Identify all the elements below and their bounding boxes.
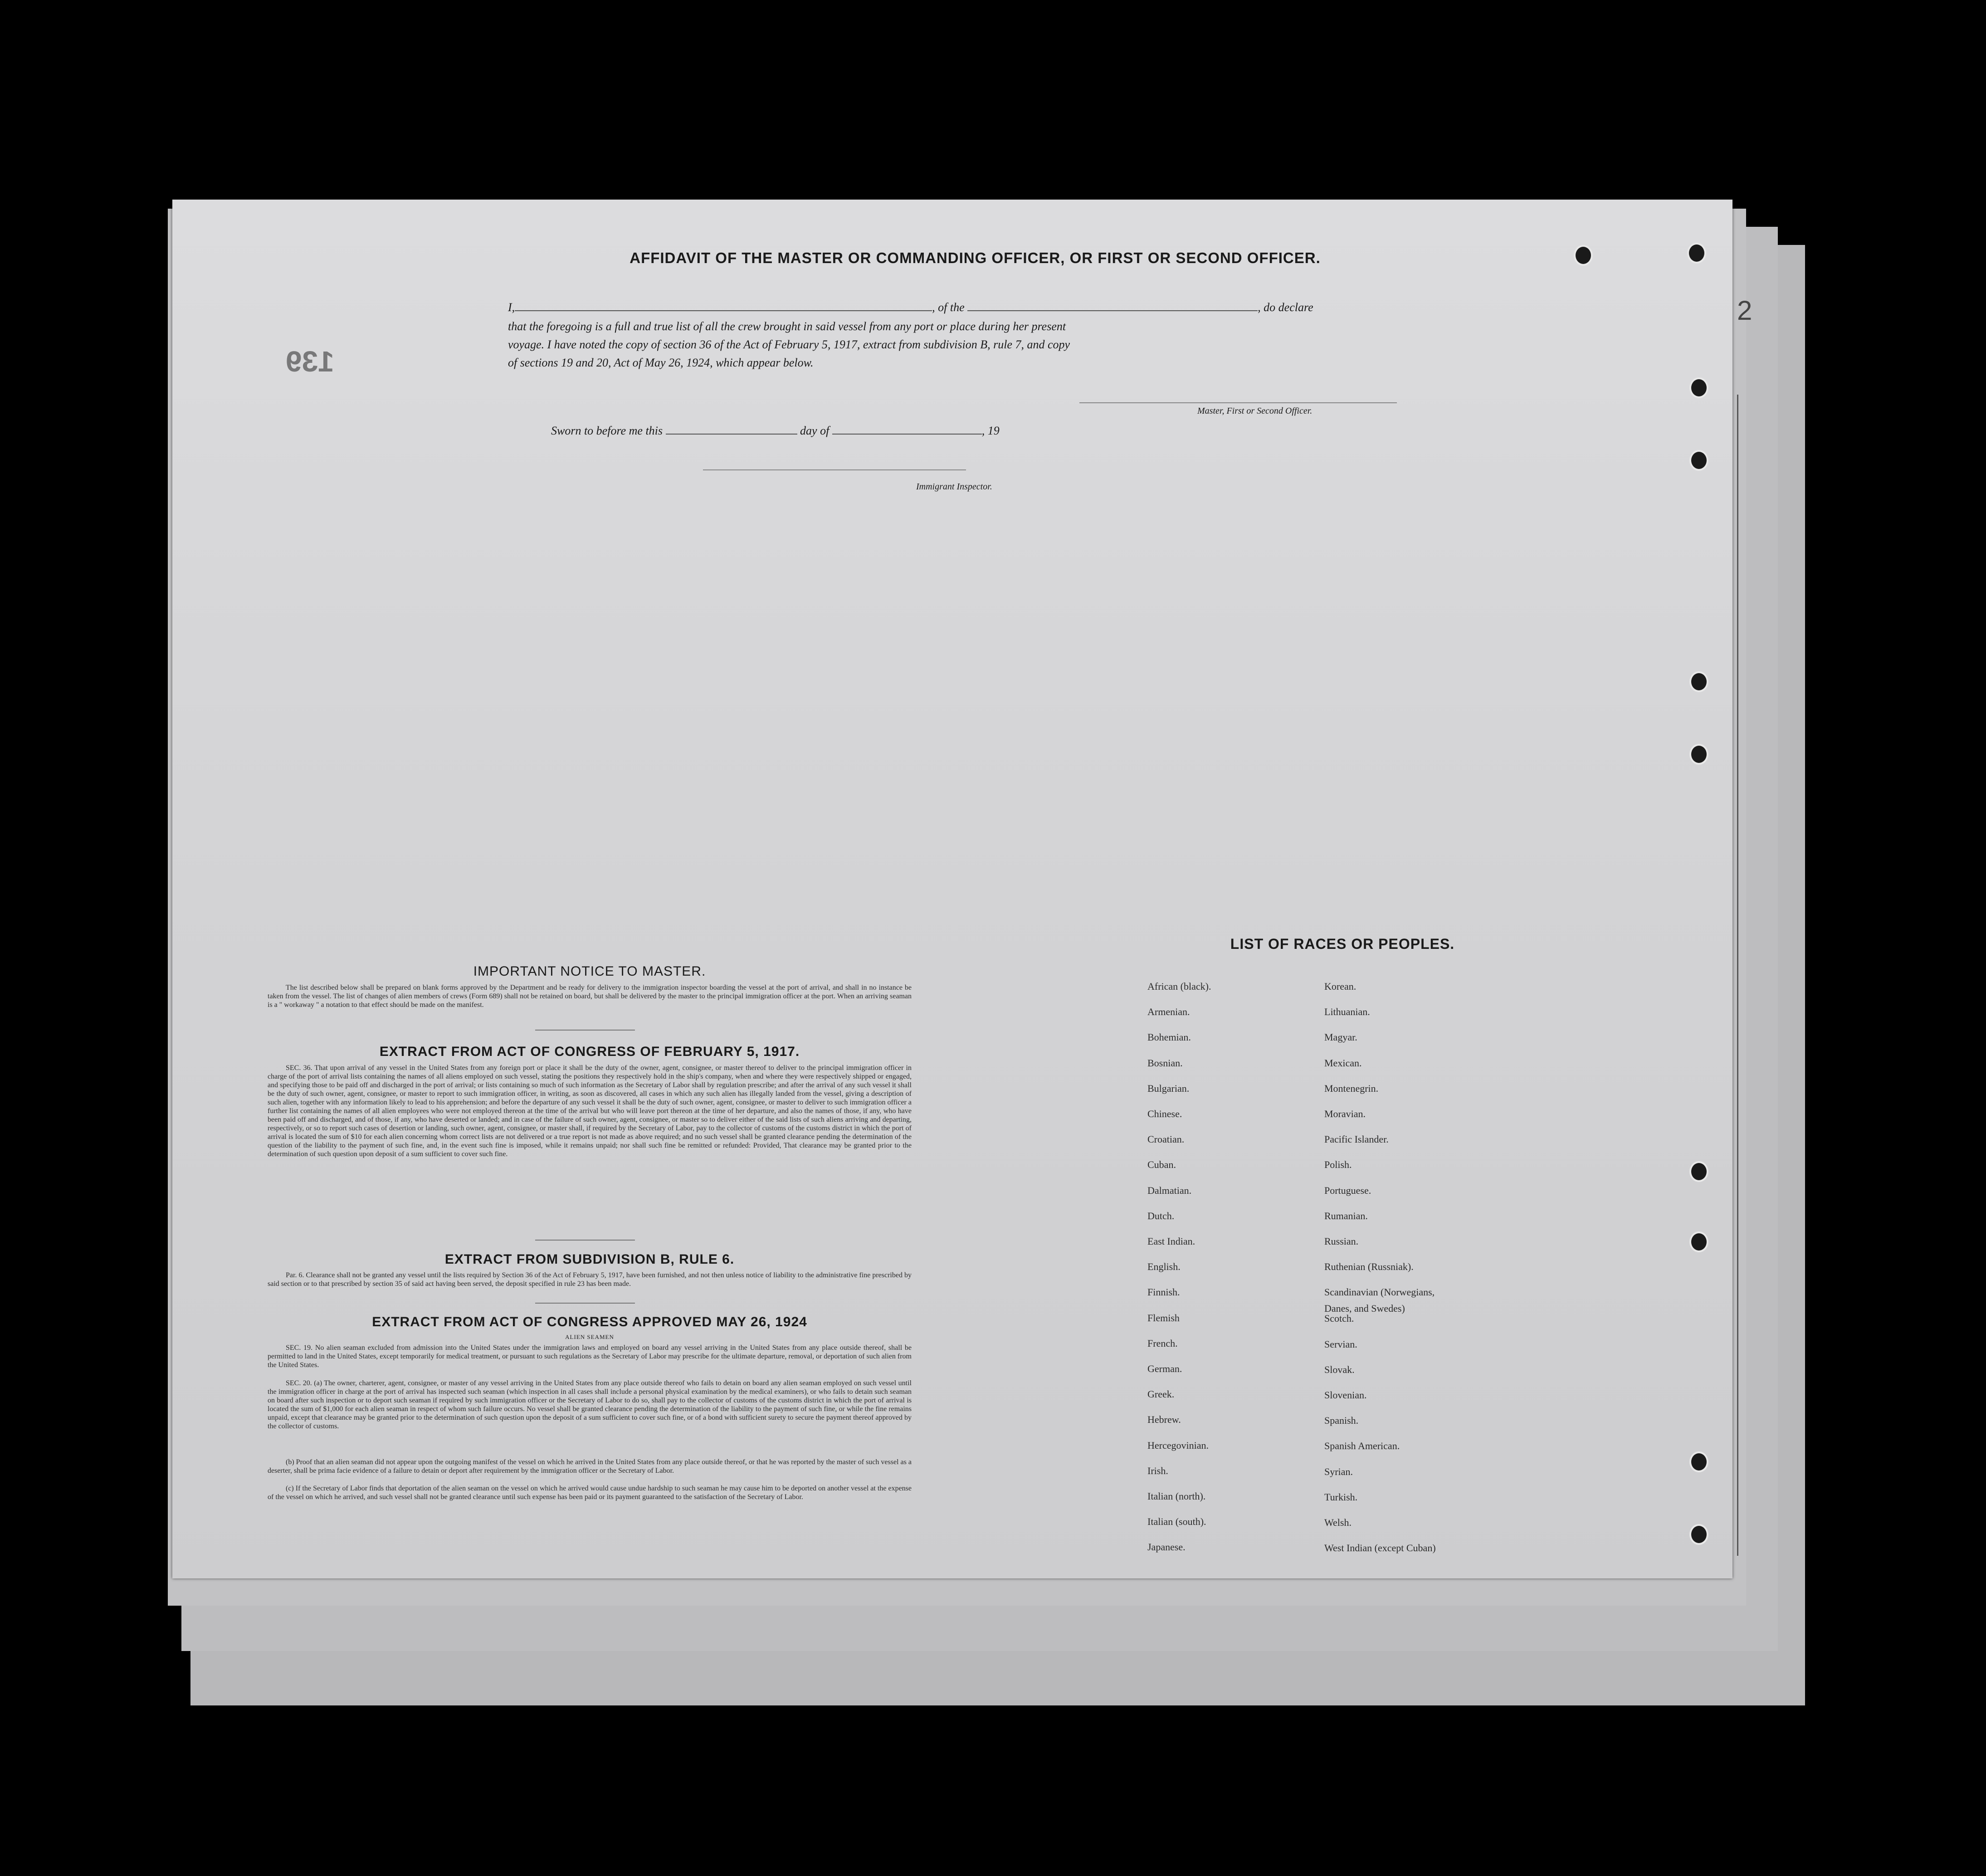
divider <box>535 1303 635 1304</box>
race-item: Finnish. <box>1147 1286 1180 1298</box>
notice-text: The list described below shall be prepared on blank forms approved by the Department and be ready for delivery to the immigration inspector boarding the vessel at the port of arrival, and shall in no instance be taken from the vessel. The list of changes of alien members of crews (Form 689) shall not be retained on board, but shall be delivered by the master to the principal immigration officer at the port. When an arriving seaman is a " workaway " a notation to that effect should be made on the manifest. <box>268 984 912 1009</box>
race-item: Montenegrin. <box>1324 1082 1379 1094</box>
extract-1917-title: EXTRACT FROM ACT OF CONGRESS OF FEBRUARY 5, 1917. <box>379 1044 800 1059</box>
binder-hole <box>1687 243 1706 264</box>
race-item: Irish. <box>1147 1465 1168 1476</box>
race-item: Scotch. <box>1324 1313 1354 1324</box>
notice-title: IMPORTANT NOTICE TO MASTER. <box>473 964 706 979</box>
race-item: Spanish American. <box>1324 1440 1400 1452</box>
race-item: Turkish. <box>1324 1491 1358 1503</box>
sworn-day-blank[interactable] <box>666 434 797 435</box>
binder-hole <box>1689 450 1708 471</box>
race-item: Moravian. <box>1324 1108 1366 1119</box>
margin-mark: 2 <box>1737 295 1752 326</box>
race-item: Hebrew. <box>1147 1414 1181 1426</box>
master-signature-line[interactable] <box>1079 402 1397 403</box>
race-item: Korean. <box>1324 981 1357 992</box>
race-item: Portuguese. <box>1324 1184 1371 1196</box>
race-item: Croatian. <box>1147 1133 1185 1145</box>
right-margin-rule <box>1737 395 1738 1556</box>
binder-hole <box>1689 671 1708 692</box>
race-item: Greek. <box>1147 1388 1175 1400</box>
affidavit-of-the: , of the <box>932 301 965 314</box>
race-item: Lithuanian. <box>1324 1006 1370 1018</box>
race-item: Dalmatian. <box>1147 1184 1192 1196</box>
race-item: African (black). <box>1147 981 1211 992</box>
sworn-text-a: Sworn to before me this <box>551 424 663 437</box>
affidavit-declare: , do declare <box>1258 301 1313 314</box>
race-item: English. <box>1147 1261 1181 1273</box>
subdivision-title: EXTRACT FROM SUBDIVISION B, RULE 6. <box>444 1252 735 1267</box>
race-item: Italian (south). <box>1147 1516 1206 1528</box>
race-item: Russian. <box>1324 1236 1359 1247</box>
sworn-text-c: , 19 <box>981 424 1000 437</box>
race-item: Ruthenian (Russniak). <box>1324 1261 1414 1273</box>
extract-1924-sec19: SEC. 19. No alien seaman excluded from admission into the United States under the immigration laws and employed on board any vessel arriving in the United States from any place outside thereof, shall be permitted to land in the United States, except temporarily for medical treatment, or pursuant to such regulations as the Secretary of Labor may prescribe for the ultimate departure, removal, or deportation of such alien from the United States. <box>268 1344 912 1369</box>
race-item: Syrian. <box>1324 1466 1353 1477</box>
race-item: West Indian (except Cuban) <box>1324 1542 1436 1554</box>
binder-hole <box>1689 1231 1708 1252</box>
binder-hole <box>1574 245 1593 266</box>
race-item: Servian. <box>1324 1338 1357 1350</box>
race-item: Mexican. <box>1324 1057 1362 1069</box>
name-blank[interactable] <box>515 310 932 311</box>
race-item: German. <box>1147 1363 1182 1374</box>
race-item: Scandinavian (Norwegians, <box>1324 1286 1435 1298</box>
races-title: LIST OF RACES OR PEOPLES. <box>1230 936 1455 952</box>
inspector-signature-line[interactable] <box>703 469 966 470</box>
binder-hole <box>1689 744 1708 765</box>
race-item: Polish. <box>1324 1159 1352 1171</box>
sworn-line <box>551 422 1458 440</box>
race-item: Slovak. <box>1324 1363 1355 1375</box>
binder-hole <box>1689 1524 1708 1545</box>
affidavit-line-4: of sections 19 and 20, Act of May 26, 1924, which appear below. <box>508 356 814 369</box>
race-item: Bosnian. <box>1147 1057 1183 1069</box>
affidavit-line-2: that the foregoing is a full and true list of all the crew brought in said vessel from any port or place during her present <box>508 320 1066 333</box>
race-item: Cuban. <box>1147 1159 1176 1171</box>
race-item: Spanish. <box>1324 1415 1359 1427</box>
binder-hole <box>1689 377 1708 398</box>
race-item: Welsh. <box>1324 1517 1352 1528</box>
race-item: East Indian. <box>1147 1236 1196 1247</box>
inspector-signature-label: Immigrant Inspector. <box>916 482 992 492</box>
race-item: Rumanian. <box>1324 1210 1368 1221</box>
race-item: Armenian. <box>1147 1006 1190 1018</box>
subdivision-text: Par. 6. Clearance shall not be granted any vessel until the lists required by Section 36 of the Act of February 5, 1917, have been furnished, and not then unless notice of liability to the administrative fine prescribed by said section or to that prescribed by section 35 of said act having been served, the deposit specified in rule 23 has been made. <box>268 1271 912 1288</box>
race-item: Pacific Islander. <box>1324 1133 1389 1145</box>
race-item: Japanese. <box>1147 1541 1186 1553</box>
race-item: French. <box>1147 1337 1178 1349</box>
race-item: Chinese. <box>1147 1108 1182 1119</box>
page-number-mark: 139 <box>286 345 334 378</box>
race-item: Bulgarian. <box>1147 1082 1190 1094</box>
divider <box>535 1240 635 1241</box>
extract-1917-text: SEC. 36. That upon arrival of any vessel in the United States from any foreign port or place it shall be the duty of the owner, agent, consignee, or master thereof to deliver to the principal immigration officer in charge of the port of arrival lists containing the names of all aliens employed on such vessel, stating the positions they respectively hold in the ship's company, when and where they were respectively shipped or engaged, and specifying those to be paid off and discharged in the port of arrival; or lists containing so much of such information as the Secretary of Labor shall by regulation prescribe; and after the arrival of any such vessel it shall be the duty of such owner, agent, consignee, or master to report to such immigration officer, in writing, as soon as discovered, all cases in which any such alien has illegally landed from the vessel, giving a description of such alien, together with any information likely to lead to his apprehension; and before the departure of any such vessel it shall be the duty of such owner, agent, consignee, or master to deliver to such immigration officer a further list containing the names of all alien employees who were not employed thereon at the time of the arrival but who will leave port thereon at the time of her departure, and also the names of those, if any, who have been paid off and discharged, and of those, if any, who have deserted or landed; and in case of the failure of such owner, agent, consignee, or master so to deliver either of the said lists of such aliens arriving and departing, respectively, or so to report such cases of desertion or landing, such owner, agent, consignee, or master shall, if required by the Secretary of Labor, pay to the collector of customs of the customs district in which the port of arrival is located the sum of $10 for each alien concerning whom correct lists are not delivered or a true report is not made as above required; and no such vessel shall be granted clearance pending the determination of the question of the liability to the payment of such fine, and, in the event such fine is imposed, while it remains unpaid; nor shall such fine be remitted or refunded: Provided, That clearance may be granted prior to the determination of such question upon deposit of a sum sufficient to cover such fine. <box>268 1064 912 1158</box>
sworn-text-b: day of <box>800 424 830 437</box>
race-item: Flemish <box>1147 1312 1180 1324</box>
document-page <box>172 200 1732 1578</box>
sworn-month-blank[interactable] <box>832 434 982 435</box>
race-item: Italian (north). <box>1147 1490 1206 1502</box>
affidavit-i: I, <box>508 301 515 314</box>
affidavit-line-3: voyage. I have noted the copy of section 36 of the Act of February 5, 1917, extract from subdivision B, rule 7, and copy <box>508 338 1070 351</box>
master-signature-label: Master, First or Second Officer. <box>1197 406 1313 416</box>
race-item: Hercegovinian. <box>1147 1439 1209 1451</box>
race-item: Dutch. <box>1147 1210 1175 1221</box>
affidavit-line-1 <box>508 298 1578 317</box>
extract-1924-subtitle: ALIEN SEAMEN <box>565 1334 614 1340</box>
race-item: Slovenian. <box>1324 1389 1367 1401</box>
extract-1924-sec20a: SEC. 20. (a) The owner, charterer, agent, consignee, or master of any vessel arriving in the United States from any place outside thereof who fails to detain on board any alien seaman employed on such vessel until the immigration officer in charge at the port of arrival has inspected such seaman (which inspection in all cases shall include a personal physical examination by the medical examiners), or who fails to detain such seaman on board after such inspection or to deport such seaman if required by such immigration officer or the Secretary of Labor to do so, shall pay to the collector of customs of the customs district in which the port of arrival is located the sum of $1,000 for each alien seaman in respect of whom such failure occurs. No vessel shall be granted clearance pending the determination of the liability to the payment of such fine, or while the fine remains unpaid, except that clearance may be granted prior to the determination of such question upon the deposit of a sum sufficient to cover such fine, or of a bond with sufficient surety to secure the payment thereof approved by the collector of customs. <box>268 1379 912 1430</box>
race-item-continuation: Danes, and Swedes) <box>1324 1303 1405 1314</box>
extract-1924-title: EXTRACT FROM ACT OF CONGRESS APPROVED MAY 26, 1924 <box>372 1314 807 1329</box>
race-item: Magyar. <box>1324 1031 1357 1043</box>
binder-hole <box>1689 1161 1708 1182</box>
affidavit-title: AFFIDAVIT OF THE MASTER OR COMMANDING OFFICER, OR FIRST OR SECOND OFFICER. <box>629 249 1321 266</box>
binder-hole <box>1689 1451 1708 1472</box>
extract-1924-sec20c: (c) If the Secretary of Labor finds that deportation of the alien seaman on the vessel on which he arrived would cause undue hardship to such seaman he may cause him to be deported on another vessel at the expense of the vessel on which he arrived, and such vessel shall not be granted clearance until such expense has been paid or its payment guaranteed to the satisfaction of the Secretary of Labor. <box>268 1485 912 1501</box>
race-item: Bohemian. <box>1147 1031 1191 1043</box>
vessel-blank[interactable] <box>967 310 1258 311</box>
extract-1924-sec20b: (b) Proof that an alien seaman did not appear upon the outgoing manifest of the vessel on which he arrived in the United States from any place outside thereof, or that he was reported by the master of such vessel as a deserter, shall be prima facie evidence of a failure to detain or deport after requirement by the immigration officer or the Secretary of Labor. <box>268 1458 912 1475</box>
divider <box>535 1030 635 1031</box>
